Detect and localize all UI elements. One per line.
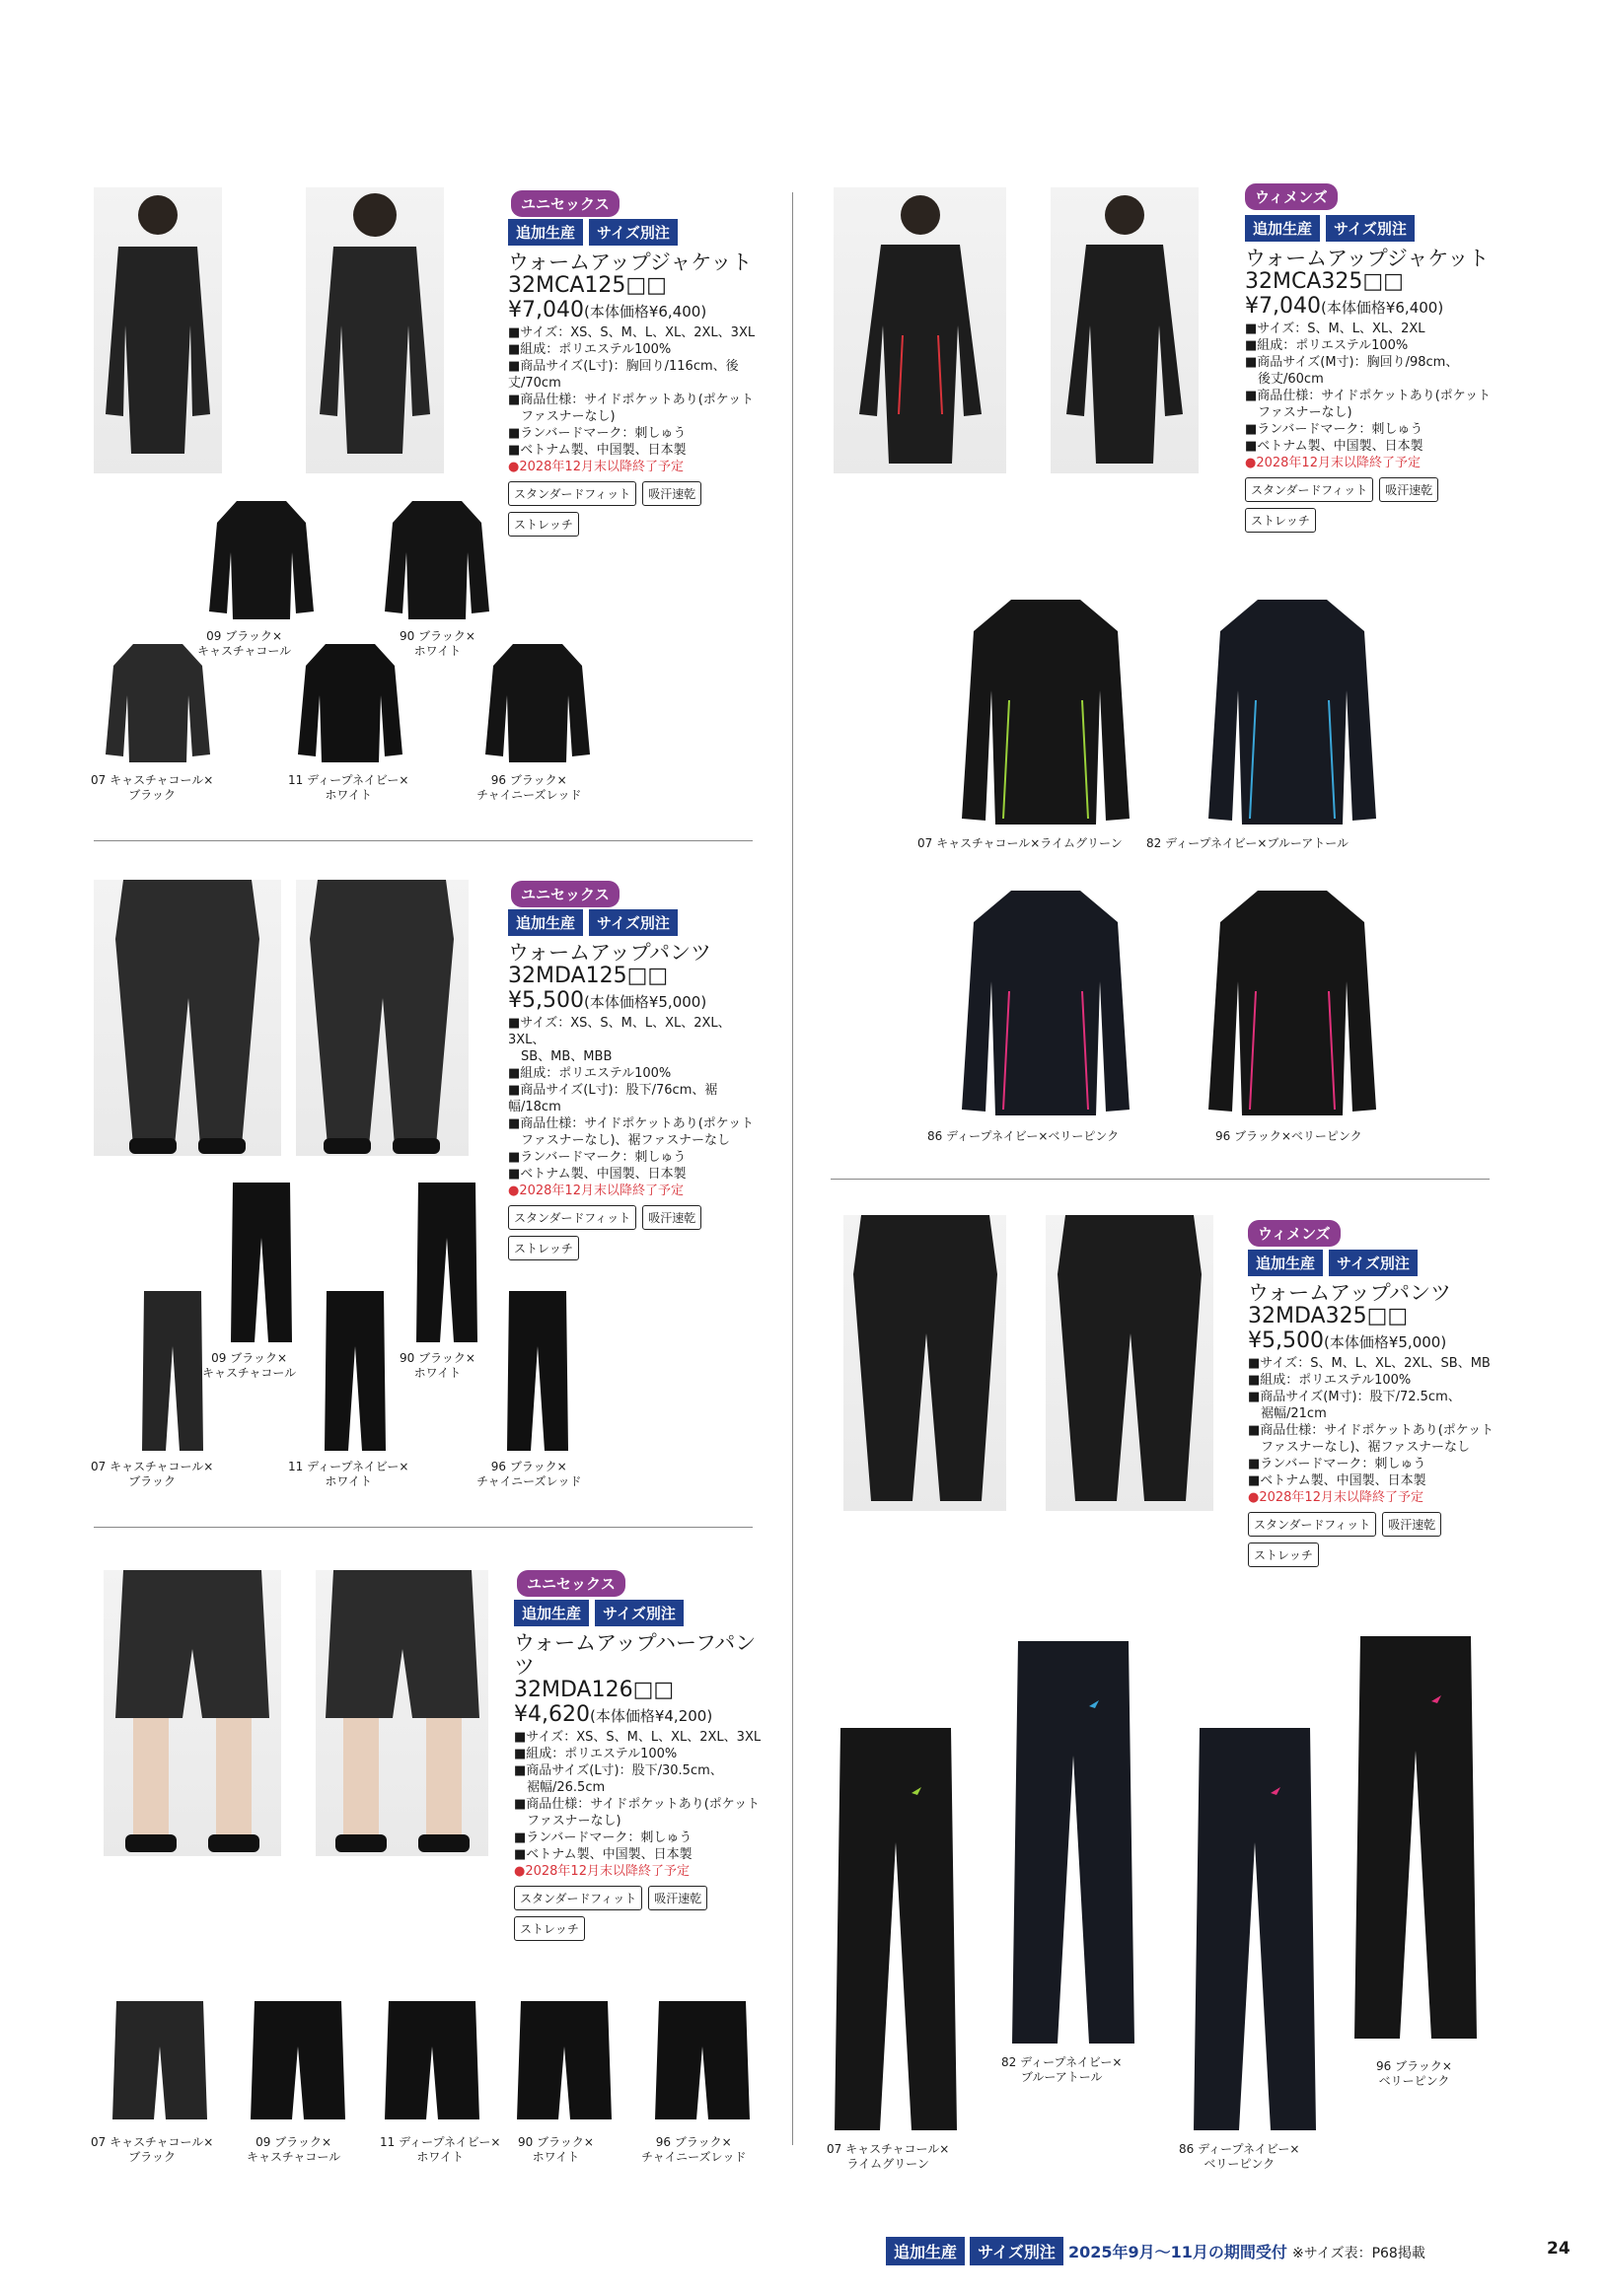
color-caption: 96 ブラック× チャイニーズレッド <box>641 2135 747 2164</box>
spec-line: ■ベトナム製、中国製、日本製 <box>514 1847 693 1862</box>
color-caption: 90 ブラック× ホワイト <box>400 629 475 658</box>
color-caption: 96 ブラック× ベリーピンク <box>1376 2059 1452 2088</box>
spec-line: 後丈/60cm <box>1245 372 1324 387</box>
pants-swatch <box>321 1287 390 1455</box>
product-name: ウォームアップジャケット <box>508 251 753 274</box>
gender-badge: ユニセックス <box>517 1570 625 1597</box>
color-caption: 82 ディープネイビー× ブルーアトール <box>1001 2055 1123 2084</box>
feature-standard-fit: スタンダードフィット <box>508 481 636 506</box>
model-photo-back <box>316 1570 488 1856</box>
spec-line: ■商品サイズ(L寸)：胸回り/116cm、後丈/70cm <box>508 359 739 391</box>
pants-swatch <box>412 1179 481 1346</box>
spec-line: ■組成：ポリエステル100% <box>508 342 672 357</box>
feature-quick-dry: 吸汗速乾 <box>1382 1512 1441 1537</box>
product-code: 32MDA325□□ <box>1248 1304 1409 1328</box>
spec-line: ■サイズ：XS、S、M、L、XL、2XL、3XL <box>508 325 756 340</box>
model-photo-front <box>834 187 1006 473</box>
color-caption: 11 ディープネイビー× ホワイト <box>288 773 409 802</box>
spec-line: ■商品サイズ(M寸)：胸回り/98cm、 <box>1245 355 1459 370</box>
color-caption: 07 キャスチャコール× ブラック <box>91 1460 214 1488</box>
product-price: ¥7,040(本体価格¥6,400) <box>1245 294 1444 319</box>
shorts-swatch <box>249 1997 347 2125</box>
shorts-swatch <box>653 1997 752 2125</box>
color-caption: 96 ブラック× チャイニーズレッド <box>476 773 582 802</box>
jacket-swatch <box>104 636 212 764</box>
product-name: ウォームアップジャケット <box>1245 247 1490 270</box>
spec-line: ■ランバードマーク：刺しゅう <box>508 426 687 441</box>
tag-additional-production: 追加生産 <box>1248 1250 1323 1276</box>
color-caption: 86 ディープネイビー× ベリーピンク <box>1179 2142 1300 2171</box>
spec-line: SB、MB、MBB <box>508 1049 613 1064</box>
spec-line: ■サイズ：S、M、L、XL、2XL <box>1245 322 1425 336</box>
price-note: (本体価格¥5,000) <box>1323 1333 1447 1351</box>
gender-badge: ユニセックス <box>511 881 620 907</box>
tag-additional-production: 追加生産 <box>514 1600 589 1626</box>
color-caption: 09 ブラック× キャスチャコール <box>247 2135 341 2164</box>
spec-line: ■商品サイズ(L寸)：股下/76cm、裾幅/18cm <box>508 1083 718 1114</box>
spec-line: ■商品仕様：サイドポケットあり(ポケット <box>1245 389 1492 403</box>
product-price: ¥5,500(本体価格¥5,000) <box>508 988 707 1013</box>
color-caption: 96 ブラック× チャイニーズレッド <box>476 1460 582 1488</box>
spec-line: ファスナーなし) <box>1245 405 1352 420</box>
spec-line: ■組成：ポリエステル100% <box>1248 1373 1412 1388</box>
product-info <box>514 1600 770 1941</box>
gender-badge: ユニセックス <box>511 190 620 217</box>
model-photo-back <box>1051 187 1199 473</box>
feature-standard-fit: スタンダードフィット <box>508 1205 636 1230</box>
feature-stretch: ストレッチ <box>514 1916 585 1941</box>
pants-swatch <box>227 1179 296 1346</box>
jacket-swatch <box>952 883 1139 1119</box>
model-photo-front <box>94 187 222 473</box>
end-note: ●2028年12月末以降終了予定 <box>508 460 684 474</box>
model-photo-back <box>296 880 469 1156</box>
color-caption: 86 ディープネイビー×ベリーピンク <box>927 1129 1120 1143</box>
product-info <box>508 219 765 537</box>
footer-note: ※サイズ表：P68掲載 <box>1291 2246 1425 2261</box>
product-name: ウォームアップパンツ <box>1248 1281 1452 1305</box>
feature-standard-fit: スタンダードフィット <box>1245 477 1373 502</box>
model-photo-back <box>306 187 444 473</box>
color-caption: 09 ブラック× キャスチャコール <box>197 629 292 658</box>
feature-stretch: ストレッチ <box>1245 508 1316 533</box>
shorts-swatch <box>515 1997 614 2125</box>
color-caption: 96 ブラック×ベリーピンク <box>1215 1129 1362 1143</box>
footer-tag-size: サイズ別注 <box>970 2237 1063 2265</box>
jacket-swatch <box>1199 883 1386 1119</box>
price-note: (本体価格¥5,000) <box>583 993 707 1011</box>
footer-tag-additional: 追加生産 <box>886 2237 965 2265</box>
end-note: ●2028年12月末以降終了予定 <box>1245 456 1421 470</box>
model-photo-front <box>104 1570 281 1856</box>
spec-line: ■ランバードマーク：刺しゅう <box>1248 1457 1426 1471</box>
product-price: ¥4,620(本体価格¥4,200) <box>514 1702 713 1727</box>
color-caption: 90 ブラック× ホワイト <box>400 1351 475 1380</box>
feature-quick-dry: 吸汗速乾 <box>642 481 701 506</box>
product-code: 32MCA325□□ <box>1245 269 1404 294</box>
color-caption: 07 キャスチャコール× ブラック <box>91 773 214 802</box>
price-note: (本体価格¥6,400) <box>583 303 707 321</box>
spec-line: ■ランバードマーク：刺しゅう <box>514 1830 693 1845</box>
feature-quick-dry: 吸汗速乾 <box>648 1886 707 1910</box>
spec-line: ■ランバードマーク：刺しゅう <box>1245 422 1423 437</box>
spec-line: ファスナーなし) <box>514 1814 621 1829</box>
footer-bar <box>886 2237 1425 2265</box>
spec-line: ■組成：ポリエステル100% <box>1245 338 1409 353</box>
model-photo-front <box>94 880 281 1156</box>
spec-line: ■商品仕様：サイドポケットあり(ポケット <box>1248 1423 1495 1438</box>
product-code: 32MDA126□□ <box>514 1678 675 1702</box>
pants-swatch <box>1186 1724 1324 2138</box>
gender-badge: ウィメンズ <box>1245 183 1338 210</box>
tag-size-order: サイズ別注 <box>1329 1250 1418 1276</box>
section-divider <box>94 1527 753 1528</box>
tag-size-order: サイズ別注 <box>595 1600 684 1626</box>
shorts-swatch <box>110 1997 209 2125</box>
jacket-swatch <box>383 493 491 621</box>
color-caption: 07 キャスチャコール× ブラック <box>91 2135 214 2164</box>
spec-line: ■ベトナム製、中国製、日本製 <box>508 443 687 458</box>
jacket-swatch <box>952 592 1139 828</box>
page-number: 24 <box>1547 2239 1570 2259</box>
color-caption: 07 キャスチャコール×ライムグリーン <box>917 836 1123 850</box>
product-info <box>508 909 765 1260</box>
end-note: ●2028年12月末以降終了予定 <box>514 1864 690 1879</box>
spec-line: ■ベトナム製、中国製、日本製 <box>1248 1473 1426 1488</box>
spec-line: 裾幅/26.5cm <box>514 1780 606 1795</box>
price-note: (本体価格¥4,200) <box>589 1707 713 1725</box>
product-code: 32MCA125□□ <box>508 273 667 298</box>
product-code: 32MDA125□□ <box>508 964 669 988</box>
jacket-swatch <box>296 636 404 764</box>
gender-badge: ウィメンズ <box>1248 1220 1341 1247</box>
spec-line: ■商品サイズ(L寸)：股下/30.5cm、 <box>514 1763 723 1778</box>
spec-line: ■サイズ：XS、S、M、L、XL、2XL、3XL、 <box>508 1016 731 1047</box>
end-note: ●2028年12月末以降終了予定 <box>508 1184 684 1198</box>
pants-swatch <box>138 1287 207 1455</box>
feature-standard-fit: スタンダードフィット <box>514 1886 642 1910</box>
product-price: ¥5,500(本体価格¥5,000) <box>1248 1328 1447 1353</box>
color-caption: 90 ブラック× ホワイト <box>518 2135 594 2164</box>
product-price: ¥7,040(本体価格¥6,400) <box>508 298 707 323</box>
spec-line: ■商品仕様：サイドポケットあり(ポケット <box>514 1797 761 1812</box>
product-info <box>1245 215 1501 533</box>
color-caption: 11 ディープネイビー× ホワイト <box>380 2135 501 2164</box>
spec-line: ファスナーなし)、裾ファスナーなし <box>508 1133 731 1148</box>
tag-additional-production: 追加生産 <box>1245 215 1320 242</box>
product-name: ウォームアップパンツ <box>508 941 712 965</box>
feature-standard-fit: スタンダードフィット <box>1248 1512 1376 1537</box>
feature-quick-dry: 吸汗速乾 <box>642 1205 701 1230</box>
color-caption: 11 ディープネイビー× ホワイト <box>288 1460 409 1488</box>
pants-swatch <box>503 1287 572 1455</box>
model-photo-back <box>1046 1215 1213 1511</box>
spec-line: ■商品仕様：サイドポケットあり(ポケット <box>508 393 755 407</box>
feature-stretch: ストレッチ <box>508 512 579 537</box>
end-note: ●2028年12月末以降終了予定 <box>1248 1490 1423 1505</box>
tag-additional-production: 追加生産 <box>508 219 583 246</box>
column-divider <box>792 192 793 2145</box>
pants-swatch <box>1347 1632 1485 2046</box>
spec-line: ■ベトナム製、中国製、日本製 <box>1245 439 1423 454</box>
color-caption: 07 キャスチャコール× ライムグリーン <box>827 2142 950 2171</box>
product-info <box>1248 1250 1504 1567</box>
color-caption: 82 ディープネイビー×ブルーアトール <box>1146 836 1350 850</box>
pants-swatch <box>827 1724 965 2138</box>
feature-quick-dry: 吸汗速乾 <box>1379 477 1438 502</box>
model-photo-front <box>843 1215 1006 1511</box>
jacket-swatch <box>1199 592 1386 828</box>
tag-size-order: サイズ別注 <box>589 219 678 246</box>
feature-stretch: ストレッチ <box>1248 1543 1319 1567</box>
spec-line: ■サイズ：S、M、L、XL、2XL、SB、MB <box>1248 1356 1491 1371</box>
spec-line: ■サイズ：XS、S、M、L、XL、2XL、3XL <box>514 1730 762 1745</box>
tag-size-order: サイズ別注 <box>1326 215 1415 242</box>
spec-line: ファスナーなし) <box>508 409 616 424</box>
section-divider <box>831 1179 1490 1180</box>
tag-additional-production: 追加生産 <box>508 909 583 936</box>
jacket-swatch <box>207 493 316 621</box>
spec-line: ファスナーなし)、裾ファスナーなし <box>1248 1440 1471 1455</box>
spec-line: ■商品仕様：サイドポケットあり(ポケット <box>508 1116 755 1131</box>
shorts-swatch <box>383 1997 481 2125</box>
spec-line: ■ベトナム製、中国製、日本製 <box>508 1167 687 1182</box>
section-divider <box>94 840 753 841</box>
footer-text: 2025年9月～11月の期間受付 <box>1067 2243 1287 2261</box>
spec-line: ■組成：ポリエステル100% <box>514 1747 678 1761</box>
spec-line: ■ランバードマーク：刺しゅう <box>508 1150 687 1165</box>
pants-swatch <box>1004 1637 1142 2051</box>
price-note: (本体価格¥6,400) <box>1320 299 1444 317</box>
color-caption: 09 ブラック× キャスチャコール <box>202 1351 297 1380</box>
spec-line: ■組成：ポリエステル100% <box>508 1066 672 1081</box>
product-name: ウォームアップハーフパンツ <box>514 1631 757 1679</box>
spec-line: ■商品サイズ(M寸)：股下/72.5cm、 <box>1248 1390 1461 1404</box>
feature-stretch: ストレッチ <box>508 1236 579 1260</box>
spec-line: 裾幅/21cm <box>1248 1406 1327 1421</box>
jacket-swatch <box>483 636 592 764</box>
tag-size-order: サイズ別注 <box>589 909 678 936</box>
